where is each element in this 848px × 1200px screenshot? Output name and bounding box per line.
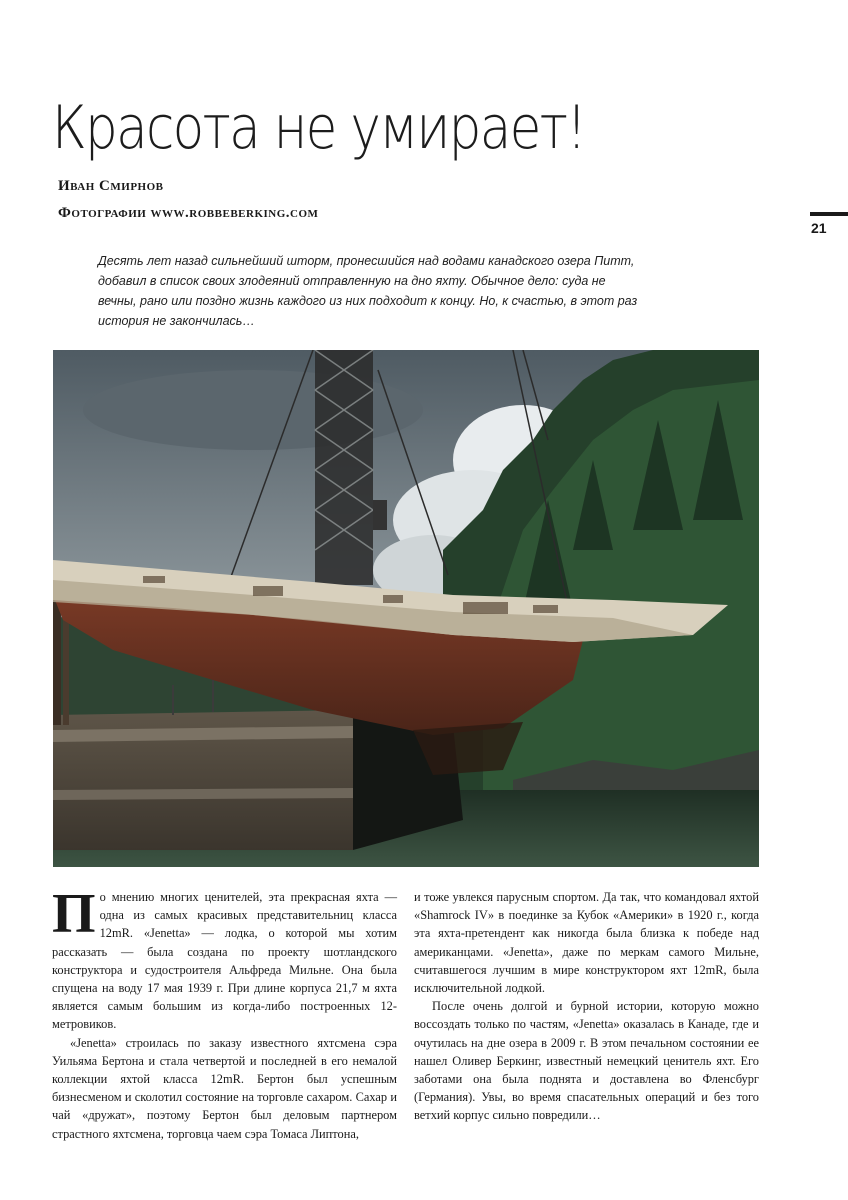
body-paragraph — [52, 883, 397, 1034]
author-byline: Иван Смирнов — [58, 178, 164, 194]
lead-paragraph: Десять лет назад сильнейший шторм, пронесшийся над водами канадского озера Питт, добавил в список своих злодеяний отправленную на дно яхту. Обычное дело: суда не вечны, рано или поздно жизнь каждого из них подходит к концу. Но, к счастью, в этот раз история не закончилась… — [98, 254, 638, 328]
body-column-left — [52, 883, 397, 1143]
salvaged-yacht-illustration — [53, 350, 759, 867]
page-title: Красота не умирает! — [52, 93, 586, 163]
body-column-right — [414, 888, 759, 1125]
page-number-rule — [810, 212, 848, 216]
drop-cap: П — [52, 883, 96, 945]
body-paragraph-text: о мнению многих ценителей, эта прекрасная яхта — одна из самых красивых представительниц класса 12mR. «Jenetta» — лодка, о которой мы хотим рассказать — была создана по проекту шотландского конструктора и судостроителя Альфреда Мильне. Она была спущена на воду 17 мая 1939 г. При длине корпуса 21,7 м яхта является самым большим из когда-либо построенных 12-метровиков. — [52, 890, 397, 1032]
body-paragraph: «Jenetta» строилась по заказу известного яхтсмена сэра Уильяма Бертона и стала четвертой и последней в его немалой коллекции яхтой класса 12mR. Бертон был успешным бизнесменом и сколотил состояние на торговле сахаром. Сахар и чай «дружат», поэтому Бертон был деловым партнером страстного яхтсмена, торговца чаем сэра Томаса Липтона, — [52, 1035, 397, 1141]
hero-photo — [53, 350, 759, 867]
body-paragraph: После очень долгой и бурной истории, которую можно воссоздать только по частям, «Jenetta» оказалась в Канаде, где и очутилась на дне озера в 2009 г. В этом печальном состоянии ее нашел Оливер Беркинг, известный немецкий ценитель яхт. Его заботами она была поднята и доставлена во Фленсбург (Германия). Увы, во время спасательных операций и без того ветхий корпус сильно повредили… — [414, 999, 759, 1123]
body-paragraph: и тоже увлекся парусным спортом. Да так, что командовал яхтой «Shamrock IV» в поединке за Кубок «Америки» в 1920 г., когда эта яхта-претендент как никогда была близка к победе над американцами. «Jenetta», даже по меркам самого Мильне, считавшегося лучшим в мире конструктором яхт 12mR, была исключительной лодкой. — [414, 890, 759, 996]
photo-credit: Фотографии www.robbeberking.com — [58, 205, 319, 221]
page-number: 21 — [811, 220, 827, 236]
